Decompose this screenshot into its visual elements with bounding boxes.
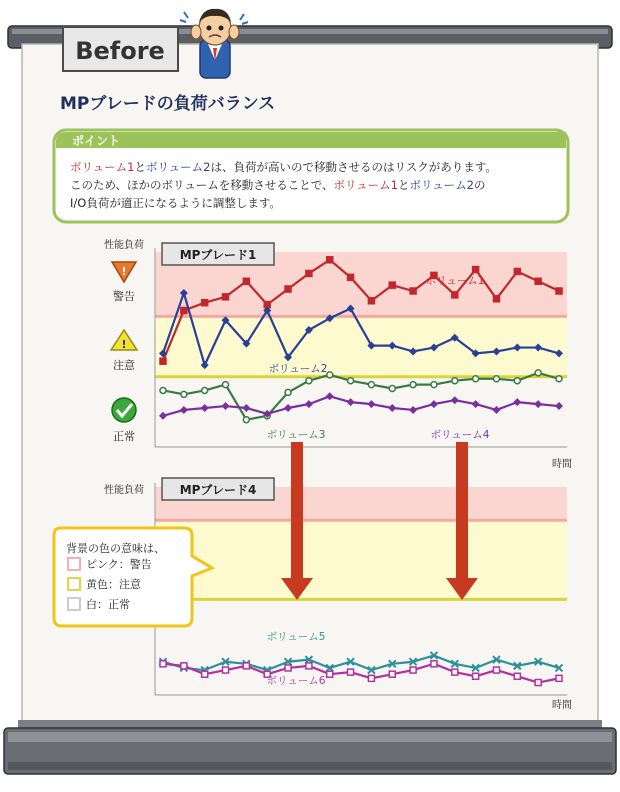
- data-point: [410, 382, 416, 388]
- background-legend: [54, 528, 212, 626]
- point-line-1: [70, 160, 497, 174]
- point-box: [54, 130, 568, 222]
- series-label: ボリューム2: [268, 363, 328, 375]
- data-point: [181, 663, 187, 669]
- series-label: ボリューム4: [430, 429, 490, 441]
- data-point: [348, 378, 354, 384]
- data-point: [535, 370, 541, 376]
- normal-check-icon: [112, 398, 136, 422]
- data-point: [202, 671, 208, 677]
- x-axis-label: 時間: [552, 459, 572, 470]
- data-point: [410, 288, 416, 294]
- warning-label: 警告: [113, 290, 135, 303]
- data-point: [410, 667, 416, 673]
- series-label: ボリューム5: [266, 631, 326, 643]
- background-legend-heading: 背景の色の意味は、: [66, 542, 165, 555]
- data-point: [181, 391, 187, 397]
- legend-item-label: 黄色：注意: [86, 578, 141, 591]
- data-point: [535, 278, 541, 284]
- data-point: [223, 382, 229, 388]
- svg-text:!: !: [121, 338, 127, 351]
- data-point: [493, 667, 499, 673]
- legend-swatch: [68, 558, 80, 570]
- data-point: [327, 671, 333, 677]
- data-point: [285, 286, 291, 292]
- data-point: [306, 663, 312, 669]
- data-point: [368, 382, 374, 388]
- data-point: [306, 378, 312, 384]
- chart-title: MPブレード1: [179, 248, 257, 262]
- data-point: [368, 675, 374, 681]
- data-point: [556, 288, 562, 294]
- screen-base: [4, 720, 616, 774]
- data-point: [431, 661, 437, 667]
- data-point: [243, 417, 249, 423]
- svg-text:!: !: [121, 265, 127, 278]
- data-point: [160, 661, 166, 667]
- data-point: [493, 296, 499, 302]
- data-point: [223, 294, 229, 300]
- data-point: [535, 680, 541, 686]
- data-point: [306, 270, 312, 276]
- point-text-segment: は、負荷が高いので移動させるのはリスクがあります。: [210, 160, 497, 174]
- point-text-segment: の: [473, 178, 486, 192]
- x-axis-label: 時間: [552, 700, 572, 711]
- data-point: [181, 308, 187, 314]
- point-text-segment: と: [134, 160, 146, 174]
- point-line-2: [70, 178, 485, 192]
- data-point: [514, 269, 520, 275]
- legend-swatch: [68, 578, 80, 590]
- point-text-segment: ボリューム1: [333, 178, 398, 192]
- data-point: [348, 669, 354, 675]
- data-point: [473, 673, 479, 679]
- series-label: ボリューム1: [425, 275, 485, 287]
- data-point: [452, 378, 458, 384]
- y-axis-label: 性能負荷: [104, 240, 144, 251]
- data-point: [473, 376, 479, 382]
- point-text-segment: ボリューム2: [145, 160, 211, 174]
- data-point: [368, 298, 374, 304]
- data-point: [514, 378, 520, 384]
- band-caution: [155, 520, 567, 599]
- series-label: ボリューム6: [266, 675, 326, 687]
- point-text-segment: このため、ほかのボリュームを移動させることで、: [70, 178, 334, 192]
- chart-title: MPブレード4: [179, 483, 257, 497]
- legend-item-label: ピンク：警告: [86, 558, 152, 571]
- page-title: MPブレードの負荷バランス: [60, 94, 276, 114]
- data-point: [327, 257, 333, 263]
- data-point: [556, 376, 562, 382]
- data-point: [389, 282, 395, 288]
- data-point: [431, 382, 437, 388]
- data-point: [202, 387, 208, 393]
- data-point: [202, 300, 208, 306]
- point-heading: ポイント: [72, 134, 121, 148]
- data-point: [223, 667, 229, 673]
- legend-swatch: [68, 598, 80, 610]
- data-point: [327, 372, 333, 378]
- point-text-segment: I/O負荷が適正になるように調整します。: [70, 196, 281, 210]
- data-point: [243, 278, 249, 284]
- point-text-segment: ボリューム2: [409, 178, 474, 192]
- legend-item-label: 白：正常: [86, 598, 130, 611]
- data-point: [514, 673, 520, 679]
- point-line-3: [70, 196, 281, 210]
- data-point: [160, 387, 166, 393]
- data-point: [473, 267, 479, 273]
- data-point: [452, 669, 458, 675]
- data-point: [493, 376, 499, 382]
- data-point: [389, 386, 395, 392]
- data-point: [243, 663, 249, 669]
- series-label: ボリューム3: [266, 429, 326, 441]
- data-point: [348, 274, 354, 280]
- before-badge-label: Before: [75, 37, 165, 65]
- point-text-segment: と: [397, 178, 410, 192]
- data-point: [285, 389, 291, 395]
- normal-label: 正常: [113, 430, 135, 443]
- data-point: [452, 292, 458, 298]
- before-badge: [63, 27, 178, 71]
- caution-label: 注意: [113, 359, 135, 372]
- data-point: [556, 675, 562, 681]
- y-axis-label: 性能負荷: [104, 485, 144, 496]
- data-point: [285, 665, 291, 671]
- data-point: [389, 671, 395, 677]
- point-text-segment: ボリューム1: [70, 160, 135, 174]
- data-point: [160, 358, 166, 364]
